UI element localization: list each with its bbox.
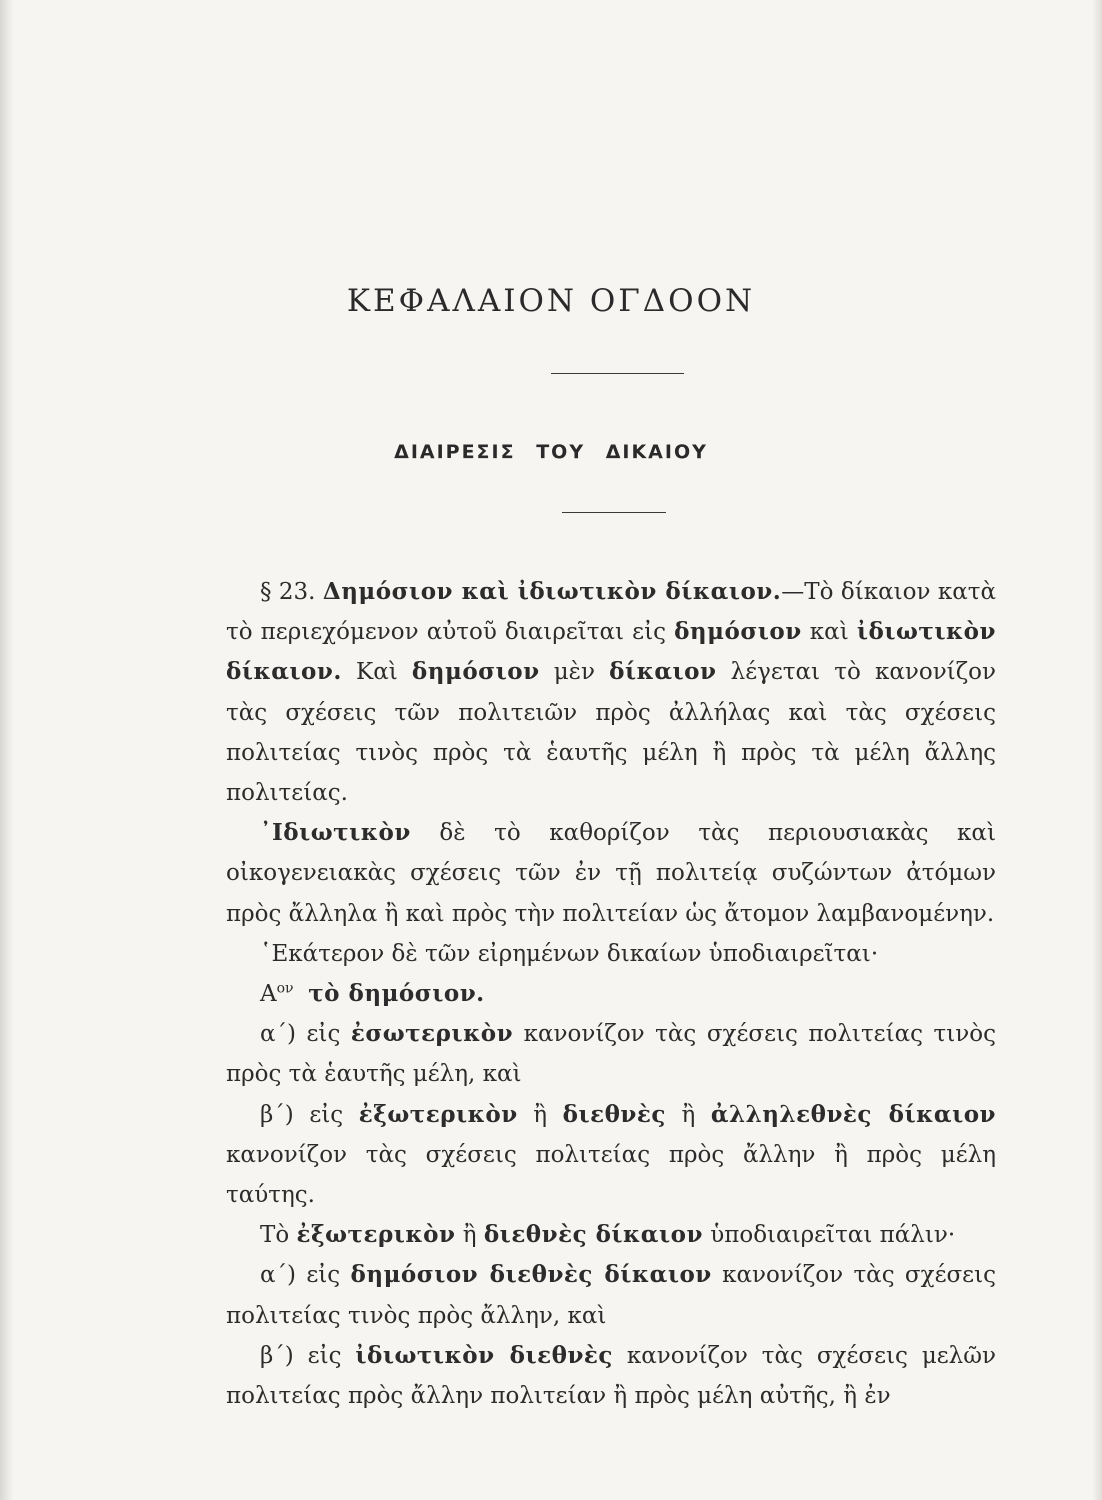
text: Τὸ [260, 1222, 297, 1249]
bold-term: ἰδιωτικὸν διεθνὲς [355, 1341, 613, 1369]
bold-term: τὸ δημόσιον. [308, 980, 485, 1008]
bold-term: ἐσωτερικὸν [350, 1020, 514, 1048]
text: Καὶ [341, 659, 412, 686]
section-heading: Δημόσιον καὶ ἰδιωτικὸν δίκαιον. [322, 578, 782, 605]
title-rule [551, 373, 684, 374]
bold-term: δημόσιον [674, 618, 802, 646]
text: β΄) εἰς [260, 1342, 356, 1369]
text: Α [260, 981, 277, 1008]
section-number: § 23. [260, 579, 316, 605]
bold-term: δημόσιον [411, 658, 540, 686]
paragraph-2 [226, 813, 996, 934]
paragraph-8 [226, 1255, 996, 1335]
chapter-subtitle: ΔΙΑΙΡΕΣΙΣ ΤΟΥ ΔΙΚΑΙΟΥ [394, 441, 708, 463]
text: ἢ [665, 1101, 711, 1128]
paragraph-3 [226, 934, 996, 974]
paragraph-5 [226, 1014, 996, 1094]
text: μὲν [539, 659, 610, 686]
text: β΄) εἰς [260, 1101, 359, 1128]
text: καὶ [801, 619, 857, 646]
bold-term: δίκαιον [609, 658, 717, 686]
text: —Τὸ δίκαιον κατὰ τὸ περιεχόμενον αὐτοῦ διαιρεῖται εἰς [226, 579, 997, 646]
text: ἢ [517, 1101, 563, 1128]
text: ῾Εκάτερον δὲ τῶν εἰρημένων δικαίων ὑποδιαιρεῖται· [260, 940, 879, 967]
text: ἢ [455, 1222, 484, 1249]
text: λέγεται τὸ κανονίζον τὰς σχέσεις τῶν πολιτειῶν πρὸς ἀλλήλας καὶ τὰς σχέσεις πολιτείας τινὸς πρὸς τὰ ἑαυτῆς μέλη ἢ πρὸς τὰ μέλη ἄλλης πολιτείας. [226, 659, 996, 807]
paragraph-9 [226, 1336, 996, 1416]
paragraph-1 [226, 572, 996, 813]
paragraph-4 [226, 974, 996, 1014]
bold-term: διεθνὲς δίκαιον [483, 1221, 703, 1249]
text: δὲ τὸ καθορίζον τὰς περιουσιακὰς καὶ οἰκογενειακὰς σχέσεις τῶν ἐν τῇ πολιτείᾳ συζώντων ἀτόμων πρὸς ἄλληλα ἢ καὶ πρὸς τὴν πολιτείαν ὡς ἄτομον λαμβανομένην. [226, 820, 996, 927]
chapter-title: ΚΕΦΑΛΑΙΟΝ ΟΓΔΟΟΝ [346, 283, 756, 319]
text: ὑποδιαιρεῖται πάλιν· [702, 1222, 956, 1249]
bold-term: ἐξωτερικὸν [296, 1221, 456, 1249]
superscript: ον [276, 980, 294, 997]
page-edge-left [0, 0, 14, 1500]
text: κανονίζον τὰς σχέσεις πολιτείας τινὸς πρὸς τὰ ἑαυτῆς μέλη, καὶ [226, 1021, 996, 1088]
body-text [226, 572, 996, 1416]
text: κανονίζον τὰς σχέσεις πολιτείας πρὸς ἄλλην ἢ πρὸς μέλη ταύτης. [226, 1141, 996, 1209]
bold-term: ἰδιωτικὸν δίκαιον. [226, 618, 996, 686]
bold-term: δημόσιον διεθνὲς δίκαιον [350, 1261, 712, 1289]
paragraph-7 [226, 1215, 996, 1255]
paragraph-6 [226, 1095, 996, 1216]
subtitle-rule [562, 512, 666, 513]
page-edge-right [1092, 0, 1102, 1500]
bold-term: ἐξωτερικὸν [358, 1100, 518, 1128]
bold-term: διεθνὲς [562, 1100, 666, 1128]
bold-term: ἀλληλεθνὲς δίκαιον [710, 1100, 996, 1128]
bold-term: ᾿Ιδιωτικὸν [260, 819, 411, 847]
text: κανονίζον τὰς σχέσεις μελῶν πολιτείας πρὸς ἄλλην πολιτείαν ἢ πρὸς μέλη αὐτῆς, ἢ ἐν [226, 1342, 996, 1410]
text: α΄) εἰς [260, 1021, 351, 1048]
text: α΄) εἰς [260, 1262, 351, 1289]
text: κανονίζον τὰς σχέσεις πολιτείας τινὸς πρὸς ἄλλην, καὶ [226, 1262, 997, 1329]
